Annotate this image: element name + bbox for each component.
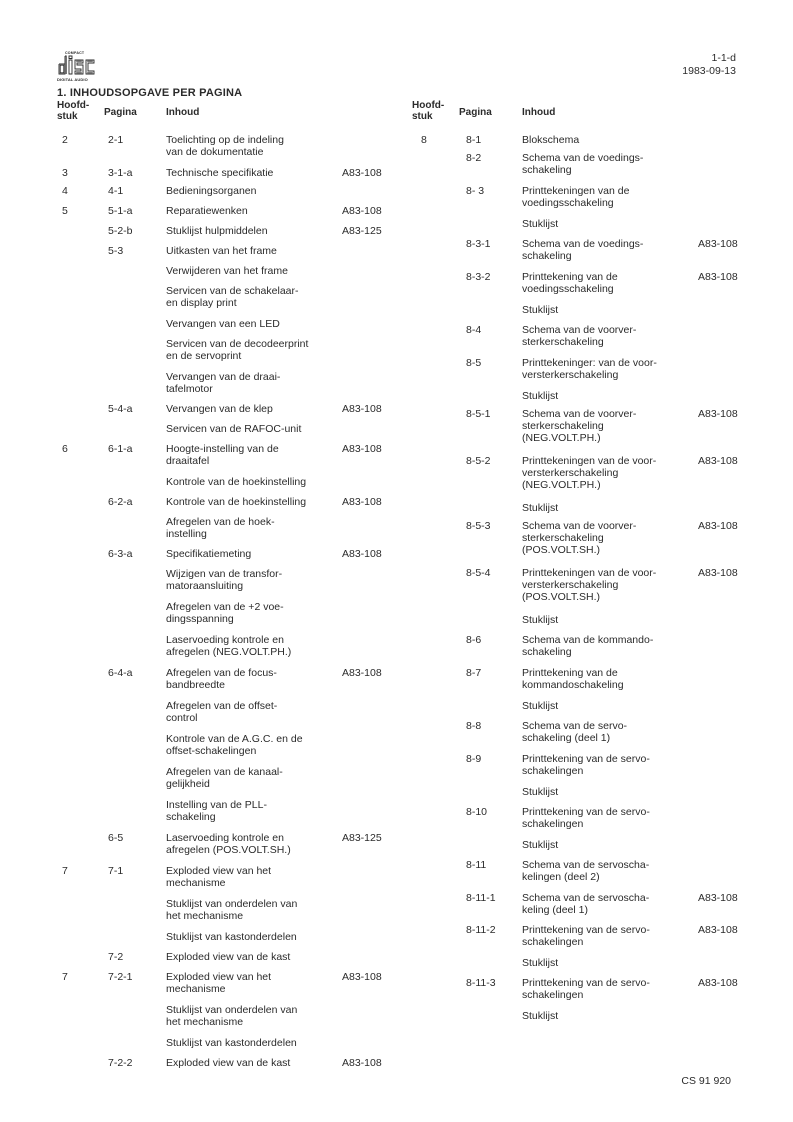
content-description: [522, 957, 558, 969]
chapter-number: 6: [62, 443, 68, 455]
revision-code: A83-108: [342, 496, 382, 508]
document-date: 1983-09-13: [682, 65, 736, 77]
revision-code: A83-108: [698, 238, 738, 250]
page-number: 1-1-d: [711, 52, 736, 64]
content-line: schakelingen: [522, 989, 584, 1001]
content-description: [522, 839, 558, 851]
page-number-cell: 5-2-b: [108, 225, 133, 237]
document-number: CS 91 920: [681, 1075, 731, 1087]
page-number-cell: 6-2-a: [108, 496, 133, 508]
content-line: Toelichting op de indeling: [166, 134, 284, 146]
content-line: Schema van de voorver-: [522, 520, 637, 532]
content-line: schakeling: [522, 250, 572, 262]
content-line: Wijzigen van de transfor-: [166, 568, 283, 580]
content-line: (NEG.VOLT.PH.): [522, 432, 601, 444]
content-line: en display print: [166, 297, 237, 309]
chapter-number: 5: [62, 205, 68, 217]
revision-code: A83-108: [698, 455, 738, 467]
content-description: [522, 786, 558, 798]
content-line: kelingen (deel 2): [522, 871, 600, 883]
content-description: [166, 371, 280, 395]
content-line: Schema van de kommando-: [522, 634, 654, 646]
content-line: schakelingen: [522, 818, 584, 830]
content-line: matoraansluiting: [166, 580, 244, 592]
content-line: Printtekening van de servo-: [522, 924, 650, 936]
content-line: Uitkasten van het frame: [166, 245, 277, 257]
content-line: Exploded view van het: [166, 865, 272, 877]
content-description: [166, 496, 306, 508]
content-line: voedingsschakeling: [522, 283, 614, 295]
content-line: schakelingen: [522, 765, 584, 777]
page-number-cell: 8-11: [466, 859, 487, 871]
content-description: [166, 931, 297, 943]
content-line: schakelingen: [522, 936, 584, 948]
content-description: [166, 634, 291, 658]
content-description: [522, 1010, 558, 1022]
content-description: [522, 218, 558, 230]
content-line: draaitafel: [166, 455, 210, 467]
content-description: [166, 423, 301, 435]
content-line: kommandoschakeling: [522, 679, 624, 691]
content-description: [166, 285, 299, 309]
content-line: Printtekeningen van de voor-: [522, 455, 657, 467]
page-number-cell: 4-1: [108, 185, 124, 197]
content-line: Stuklijst van onderdelen van: [166, 898, 298, 910]
compact-disc-logo: [57, 51, 105, 82]
revision-code: A83-108: [342, 167, 382, 179]
page-number-cell: 5-3: [108, 245, 124, 257]
page-number-cell: 8-5: [466, 357, 482, 369]
content-line: control: [166, 712, 198, 724]
content-line: Stuklijst: [522, 1010, 559, 1022]
content-description: [166, 733, 303, 757]
content-line: tafelmotor: [166, 383, 213, 395]
content-line: Printtekening van de: [522, 271, 618, 283]
content-description: [522, 152, 643, 176]
revision-code: A83-108: [342, 548, 382, 560]
content-line: Exploded view van de kast: [166, 1057, 291, 1069]
page-number-cell: 8-7: [466, 667, 482, 679]
content-description: [166, 799, 267, 823]
revision-code: A83-108: [342, 667, 382, 679]
page-number-cell: 8-2: [466, 152, 482, 164]
content-line: Stuklijst: [522, 614, 559, 626]
content-line: mechanisme: [166, 983, 226, 995]
content-description: [522, 567, 656, 603]
content-description: [522, 700, 558, 712]
content-line: Schema van de voedings-: [522, 152, 644, 164]
page-reference: [682, 52, 736, 78]
page-number-cell: 8-5-2: [466, 455, 491, 467]
page-number-cell: 8-11-2: [466, 924, 496, 936]
page-number-cell: 8-1: [466, 134, 482, 146]
content-description: [166, 1037, 297, 1049]
content-line: Vervangen van de klep: [166, 403, 273, 415]
chapter-number: 2: [62, 134, 68, 146]
content-description: [166, 548, 251, 560]
page-number-cell: 8-10: [466, 806, 488, 818]
content-line: gelijkheid: [166, 778, 210, 790]
content-description: [166, 971, 271, 995]
content-line: Afregelen van de focus-: [166, 667, 277, 679]
revision-code: A83-108: [342, 403, 382, 415]
content-line: Stuklijst hulpmiddelen: [166, 225, 268, 237]
content-line: afregelen (NEG.VOLT.PH.): [166, 646, 292, 658]
content-line: Stuklijst: [522, 786, 559, 798]
content-line: Bedieningsorganen: [166, 185, 257, 197]
page-number-cell: 8-6: [466, 634, 482, 646]
content-description: [166, 245, 277, 257]
content-description: [166, 601, 284, 625]
content-line: Printtekening van de servo-: [522, 806, 650, 818]
content-line: dingsspanning: [166, 613, 234, 625]
left-header-content: Inhoud: [166, 107, 200, 118]
content-line: instelling: [166, 528, 207, 540]
content-line: Schema van de servo-: [522, 720, 628, 732]
content-description: [166, 516, 275, 540]
page-number-cell: 7-2-2: [108, 1057, 133, 1069]
content-line: sterkerschakeling: [522, 336, 604, 348]
content-line: mechanisme: [166, 877, 226, 889]
content-line: Technische specifikatie: [166, 167, 274, 179]
content-description: [166, 766, 283, 790]
content-description: [166, 185, 257, 197]
content-description: [522, 614, 558, 626]
content-description: [522, 520, 636, 556]
content-description: [522, 238, 643, 262]
content-line: sterkerschakeling: [522, 420, 604, 432]
content-line: schakeling (deel 1): [522, 732, 611, 744]
content-line: Printtekening van de servo-: [522, 753, 650, 765]
content-description: [166, 568, 282, 592]
content-line: Specifikatiemeting: [166, 548, 252, 560]
content-line: Stuklijst van onderdelen van: [166, 1004, 298, 1016]
content-description: [166, 832, 291, 856]
content-description: [166, 1057, 290, 1069]
content-description: [166, 265, 288, 277]
content-description: [522, 324, 636, 348]
content-line: Kontrole van de hoekinstelling: [166, 496, 307, 508]
page-number-cell: 8-9: [466, 753, 482, 765]
content-description: [166, 667, 277, 691]
content-line: het mechanisme: [166, 1016, 244, 1028]
content-description: [522, 892, 649, 916]
content-line: Printtekeningen van de: [522, 185, 630, 197]
content-line: offset-schakelingen: [166, 745, 257, 757]
content-line: Printtekeningen van de voor-: [522, 567, 657, 579]
content-line: Servicen van de decodeerprint: [166, 338, 309, 350]
content-line: Schema van de voedings-: [522, 238, 644, 250]
content-line: Stuklijst: [522, 502, 559, 514]
content-line: Stuklijst van kastonderdelen: [166, 931, 297, 943]
content-line: Printtekeninger: van de voor-: [522, 357, 657, 369]
content-description: [166, 700, 277, 724]
logo-top-text: COMPACT: [65, 51, 85, 55]
content-line: (POS.VOLT.SH.): [522, 544, 600, 556]
revision-code: A83-108: [698, 520, 738, 532]
content-description: [522, 185, 629, 209]
content-description: [166, 225, 268, 237]
revision-code: A83-108: [342, 205, 382, 217]
content-line: sterkerschakeling: [522, 532, 604, 544]
content-line: van de dokumentatie: [166, 146, 264, 158]
chapter-number: 4: [62, 185, 68, 197]
content-description: [166, 865, 271, 889]
revision-code: A83-108: [698, 892, 738, 904]
content-line: Kontrole van de hoekinstelling: [166, 476, 307, 488]
content-line: keling (deel 1): [522, 904, 588, 916]
disc-logo-mark: [57, 52, 103, 78]
page-number-cell: 5-4-a: [108, 403, 133, 415]
content-description: [522, 806, 650, 830]
content-line: Schema van de servoscha-: [522, 892, 650, 904]
content-line: versterkerschakeling: [522, 467, 619, 479]
content-line: Blokschema: [522, 134, 580, 146]
content-description: [166, 443, 279, 467]
page-number-cell: 7-1: [108, 865, 124, 877]
content-line: Afregelen van de hoek-: [166, 516, 275, 528]
chapter-number: 8: [421, 134, 427, 146]
right-header-chapter: Hoofd- stuk: [412, 100, 445, 122]
content-line: Afregelen van de kanaal-: [166, 766, 283, 778]
content-line: Laservoeding kontrole en: [166, 832, 284, 844]
page-number-cell: 6-3-a: [108, 548, 133, 560]
revision-code: A83-108: [342, 971, 382, 983]
page-number-cell: 6-4-a: [108, 667, 133, 679]
content-line: Hoogte-instelling van de: [166, 443, 279, 455]
content-line: Servicen van de RAFOC-unit: [166, 423, 302, 435]
left-header-chapter: Hoofd- stuk: [57, 100, 90, 122]
content-line: Kontrole van de A.G.C. en de: [166, 733, 303, 745]
content-line: schakeling: [522, 646, 572, 658]
content-line: Exploded view van het: [166, 971, 272, 983]
content-description: [522, 502, 558, 514]
content-line: Stuklijst: [522, 700, 559, 712]
logo-bottom-text: DIGITAL AUDIO: [57, 77, 88, 82]
page-number-cell: 8-11-3: [466, 977, 496, 989]
section-title: 1. INHOUDSOPGAVE PER PAGINA: [57, 87, 243, 99]
content-line: Stuklijst: [522, 390, 559, 402]
content-line: Vervangen van een LED: [166, 318, 280, 330]
content-description: [522, 924, 650, 948]
page-number-cell: 3-1-a: [108, 167, 133, 179]
content-description: [166, 951, 290, 963]
content-line: Printtekening van de servo-: [522, 977, 650, 989]
content-line: Printtekening van de: [522, 667, 618, 679]
page-number-cell: 8-3-1: [466, 238, 491, 250]
chapter-number: 3: [62, 167, 68, 179]
content-description: [522, 134, 579, 146]
content-description: [166, 898, 297, 922]
content-description: [166, 134, 284, 158]
content-line: afregelen (POS.VOLT.SH.): [166, 844, 291, 856]
content-line: (POS.VOLT.SH.): [522, 591, 600, 603]
content-description: [166, 1004, 297, 1028]
revision-code: A83-108: [698, 567, 738, 579]
content-description: [522, 720, 627, 744]
revision-code: A83-125: [342, 225, 382, 237]
content-description: [522, 859, 649, 883]
right-header-page: Pagina: [459, 107, 492, 118]
content-description: [522, 271, 618, 295]
content-line: Schema van de voorver-: [522, 324, 637, 336]
content-line: voedingsschakeling: [522, 197, 614, 209]
content-line: Afregelen van de offset-: [166, 700, 278, 712]
page-number-cell: 8-5-1: [466, 408, 491, 420]
revision-code: A83-108: [698, 408, 738, 420]
page-number-cell: 8-11-1: [466, 892, 496, 904]
content-line: Stuklijst: [522, 218, 559, 230]
page-number-cell: 7-2-1: [108, 971, 133, 983]
content-line: Exploded view van de kast: [166, 951, 291, 963]
right-header-content: Inhoud: [522, 107, 556, 118]
chapter-number: 7: [62, 865, 68, 877]
content-description: [522, 977, 650, 1001]
content-line: versterkerschakeling: [522, 369, 619, 381]
page-number-cell: 8-8: [466, 720, 482, 732]
content-line: schakeling: [522, 164, 572, 176]
revision-code: A83-108: [698, 924, 738, 936]
page-number-cell: 8-5-4: [466, 567, 491, 579]
content-description: [522, 667, 624, 691]
content-line: Schema van de servoscha-: [522, 859, 650, 871]
content-description: [522, 753, 650, 777]
revision-code: A83-108: [342, 443, 382, 455]
content-line: schakeling: [166, 811, 216, 823]
left-header-page: Pagina: [104, 107, 137, 118]
page-number-cell: 8- 3: [466, 185, 485, 197]
content-description: [166, 476, 306, 488]
content-line: Servicen van de schakelaar-: [166, 285, 299, 297]
content-line: Stuklijst: [522, 839, 559, 851]
page-number-cell: 5-1-a: [108, 205, 133, 217]
chapter-number: 7: [62, 971, 68, 983]
content-description: [522, 634, 653, 658]
content-line: en de servoprint: [166, 350, 242, 362]
content-line: Verwijderen van het frame: [166, 265, 288, 277]
content-line: versterkerschakeling: [522, 579, 619, 591]
content-line: Laservoeding kontrole en: [166, 634, 284, 646]
content-description: [522, 390, 558, 402]
content-description: [522, 304, 558, 316]
page-number-cell: 7-2: [108, 951, 124, 963]
content-line: Reparatiewenken: [166, 205, 248, 217]
content-line: bandbreedte: [166, 679, 225, 691]
content-line: Schema van de voorver-: [522, 408, 637, 420]
content-description: [522, 357, 657, 381]
content-description: [522, 408, 636, 444]
content-line: Vervangen van de draai-: [166, 371, 281, 383]
revision-code: A83-108: [698, 977, 738, 989]
page-number-cell: 8-4: [466, 324, 482, 336]
revision-code: A83-108: [342, 1057, 382, 1069]
page-number-cell: 6-1-a: [108, 443, 133, 455]
content-line: Afregelen van de +2 voe-: [166, 601, 284, 613]
content-line: Stuklijst van kastonderdelen: [166, 1037, 297, 1049]
revision-code: A83-125: [342, 832, 382, 844]
content-description: [166, 318, 280, 330]
content-description: [166, 205, 248, 217]
content-line: Stuklijst: [522, 957, 559, 969]
page-number-cell: 2-1: [108, 134, 124, 146]
page-number-cell: 8-5-3: [466, 520, 491, 532]
content-description: [522, 455, 656, 491]
page-number-cell: 8-3-2: [466, 271, 491, 283]
content-description: [166, 167, 273, 179]
revision-code: A83-108: [698, 271, 738, 283]
content-line: Stuklijst: [522, 304, 559, 316]
page-number-cell: 6-5: [108, 832, 124, 844]
content-line: het mechanisme: [166, 910, 244, 922]
content-description: [166, 338, 308, 362]
content-description: [166, 403, 273, 415]
content-line: Instelling van de PLL-: [166, 799, 267, 811]
content-line: (NEG.VOLT.PH.): [522, 479, 601, 491]
